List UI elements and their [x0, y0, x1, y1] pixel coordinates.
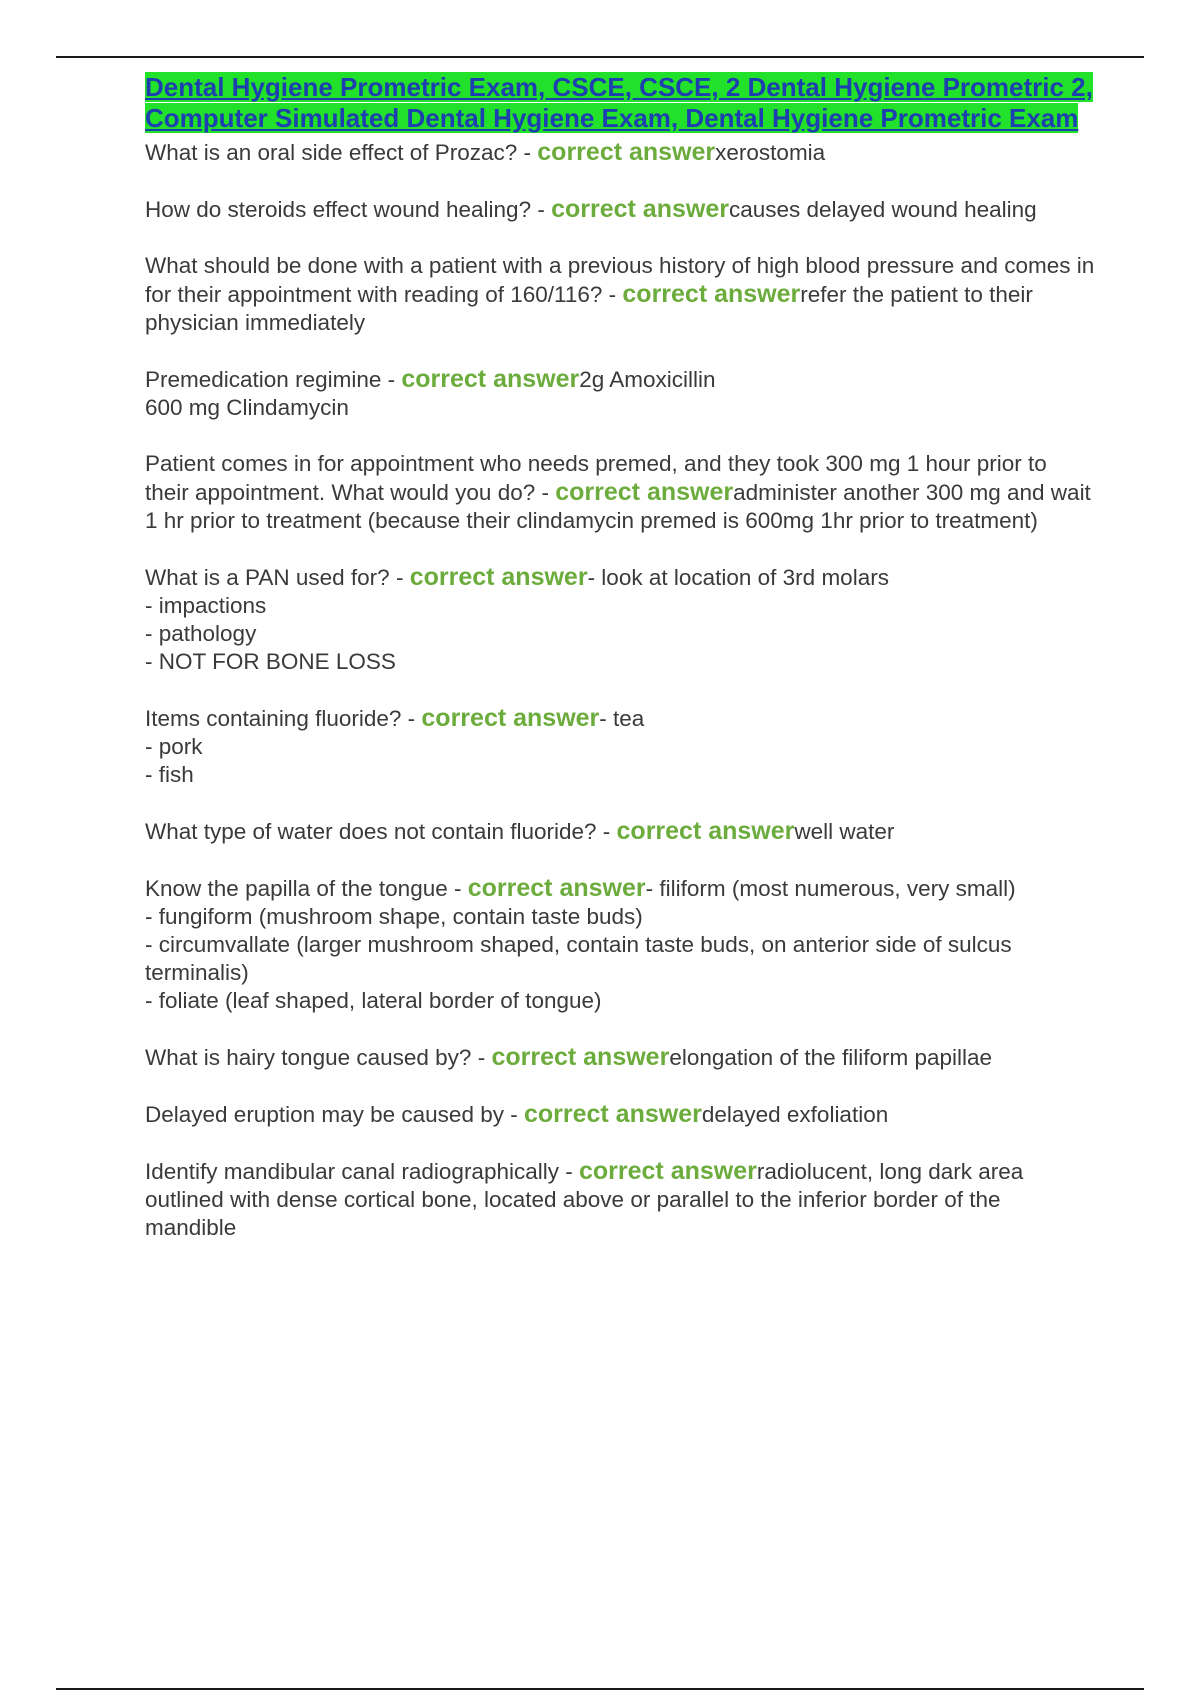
- answer-text: - filiform (most numerous, very small): [645, 876, 1016, 901]
- qa-item: [145, 1043, 1095, 1072]
- correct-answer-label: correct answer: [616, 817, 795, 845]
- question-text: What is a PAN used for? -: [145, 565, 410, 590]
- correct-answer-label: correct answer: [467, 874, 646, 902]
- question-text: Know the papilla of the tongue -: [145, 876, 468, 901]
- answer-line: - pathology: [145, 621, 257, 646]
- answer-line: - fungiform (mushroom shape, contain taste buds): [145, 904, 643, 929]
- answer-text: 2g Amoxicillin: [579, 367, 716, 392]
- top-rule: [56, 56, 1144, 58]
- correct-answer-label: correct answer: [555, 478, 734, 506]
- answer-line: - circumvallate (larger mushroom shaped, contain taste buds, on anterior side of sulcus terminalis): [145, 932, 1012, 985]
- qa-item: [145, 252, 1095, 337]
- qa-item: [145, 138, 1095, 167]
- question-text: What is hairy tongue caused by? -: [145, 1045, 492, 1070]
- answer-line: - NOT FOR BONE LOSS: [145, 649, 396, 674]
- correct-answer-label: correct answer: [622, 280, 801, 308]
- qa-item: [145, 563, 1095, 676]
- answer-text: administer another 300 mg and wait 1 hr prior to treatment (because their clindamycin premed is 600mg 1hr prior to treatment): [145, 480, 1091, 533]
- answer-line: - pork: [145, 734, 203, 759]
- question-text: Identify mandibular canal radiographically -: [145, 1159, 579, 1184]
- document-title[interactable]: Dental Hygiene Prometric Exam, CSCE, CSCE, 2 Dental Hygiene Prometric 2, Computer Simulated Dental Hygiene Exam, Dental Hygiene Prometric Exam: [145, 72, 1093, 133]
- question-text: Premedication regimine -: [145, 367, 402, 392]
- correct-answer-label: correct answer: [537, 138, 716, 166]
- qa-item: [145, 450, 1095, 535]
- qa-item: [145, 704, 1095, 789]
- qa-item: [145, 817, 1095, 846]
- qa-item: [145, 195, 1095, 224]
- answer-text: - tea: [599, 706, 645, 731]
- answer-text: elongation of the filiform papillae: [669, 1045, 993, 1070]
- correct-answer-label: correct answer: [421, 704, 600, 732]
- question-text: What should be done with a patient with a previous history of high blood pressure and comes in for their appointment with reading of 160/116? -: [145, 253, 1095, 307]
- answer-line: - fish: [145, 762, 194, 787]
- correct-answer-label: correct answer: [523, 1100, 702, 1128]
- qa-list: [145, 138, 1095, 1242]
- question-text: How do steroids effect wound healing? -: [145, 197, 552, 222]
- question-text: Items containing fluoride? -: [145, 706, 422, 731]
- qa-item: [145, 1157, 1095, 1242]
- answer-line: - impactions: [145, 593, 267, 618]
- qa-item: [145, 365, 1095, 422]
- answer-text: radiolucent, long dark area outlined with dense cortical bone, located above or parallel to the inferior border of the mandible: [145, 1159, 1024, 1240]
- question-text: What is an oral side effect of Prozac? -: [145, 140, 538, 165]
- question-text: What type of water does not contain fluoride? -: [145, 819, 617, 844]
- correct-answer-label: correct answer: [409, 563, 588, 591]
- correct-answer-label: correct answer: [401, 365, 580, 393]
- correct-answer-label: correct answer: [551, 195, 729, 223]
- answer-text: delayed exfoliation: [701, 1102, 889, 1127]
- answer-text: - look at location of 3rd molars: [587, 565, 889, 590]
- answer-text: causes delayed wound healing: [728, 197, 1037, 222]
- bottom-rule: [56, 1688, 1144, 1690]
- answer-text: refer the patient to their physician immediately: [145, 282, 1033, 335]
- question-text: Patient comes in for appointment who needs premed, and they took 300 mg 1 hour prior to their appointment. What would you do? -: [145, 451, 1047, 505]
- qa-item: [145, 874, 1095, 1015]
- correct-answer-label: correct answer: [491, 1043, 670, 1071]
- question-text: Delayed eruption may be caused by -: [145, 1102, 524, 1127]
- correct-answer-label: correct answer: [578, 1157, 757, 1185]
- qa-item: [145, 1100, 1095, 1129]
- answer-line: 600 mg Clindamycin: [145, 395, 349, 420]
- answer-text: xerostomia: [715, 140, 826, 165]
- document-body: [145, 72, 1095, 1270]
- answer-line: - foliate (leaf shaped, lateral border of tongue): [145, 988, 602, 1013]
- answer-text: well water: [794, 819, 895, 844]
